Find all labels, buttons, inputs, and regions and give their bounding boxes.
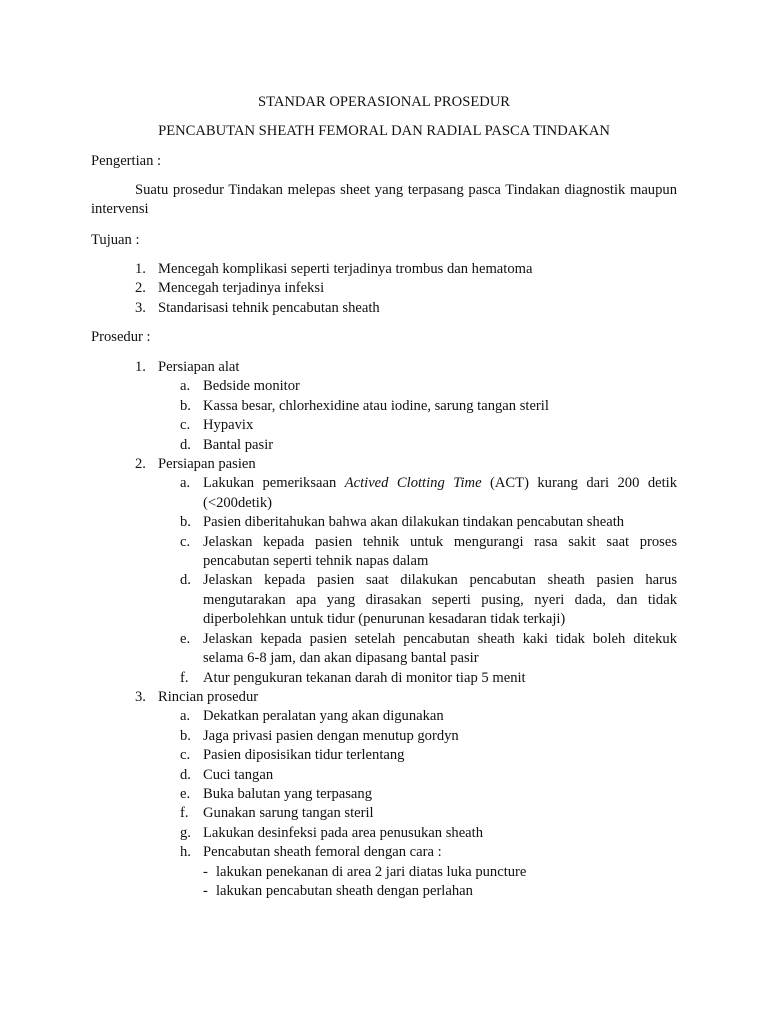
prosedur-list	[91, 358, 677, 901]
list-letter: f.	[180, 805, 189, 822]
list-letter: b.	[180, 514, 191, 531]
list-item	[158, 377, 677, 396]
list-item-text: Mencegah terjadinya infeksi	[158, 280, 325, 297]
dash-sub-list	[203, 863, 677, 902]
list-letter: b.	[180, 397, 191, 414]
list-item-text: Pencabutan sheath femoral dengan cara :	[203, 844, 442, 861]
list-letter: c.	[180, 533, 191, 550]
list-item	[158, 785, 677, 804]
sub-list	[158, 707, 677, 901]
list-item-text: Lakukan desinfeksi pada area penusukan sheath	[203, 824, 484, 841]
list-letter: f.	[180, 669, 189, 686]
list-number: 3.	[135, 299, 146, 316]
list-letter: e.	[180, 785, 191, 802]
dash-marker: -	[203, 863, 208, 880]
section-title: Rincian prosedur	[158, 688, 259, 705]
list-letter: a.	[180, 475, 191, 492]
list-item-text: Pasien diberitahukan bahwa akan dilakukan tindakan pencabutan sheath	[203, 514, 625, 531]
list-item	[158, 707, 677, 726]
sub-list	[158, 474, 677, 687]
list-letter: d.	[180, 766, 191, 783]
document-title: STANDAR OPERASIONAL PROSEDUR	[257, 94, 511, 110]
list-item-text: Jelaskan kepada pasien saat dilakukan pencabutan sheath pasien harus mengutarakan apa yang dirasakan seperti pusing, nyeri dada, dan tidak diperbolehkan untuk tidur (penurunan kesadaran tidak terkaji)	[203, 572, 677, 628]
italic-term: Actived Clotting Time	[344, 475, 482, 492]
list-number: 1.	[135, 359, 146, 375]
list-item	[158, 513, 677, 532]
list-item-text: Kassa besar, chlorhexidine atau iodine, sarung tangan steril	[203, 397, 549, 414]
list-number: 3.	[135, 688, 146, 705]
pengertian-heading: Pengertian :	[91, 153, 162, 169]
list-item	[158, 533, 677, 572]
prosedur-section-persiapan-alat	[91, 358, 677, 455]
list-number: 1.	[135, 261, 146, 277]
list-item	[158, 804, 677, 823]
list-letter: a.	[180, 378, 191, 395]
list-letter: c.	[180, 417, 191, 434]
list-item-text: Jelaskan kepada pasien setelah pencabutan sheath kaki tidak boleh ditekuk selama 6-8 jam, dan akan dipasang bantal pasir	[203, 630, 677, 667]
list-item-text-end: (ACT) kurang dari 200 detik (<200detik)	[203, 475, 677, 511]
list-item-text: Hypavix	[203, 417, 254, 434]
document-subtitle: PENCABUTAN SHEATH FEMORAL DAN RADIAL PASCA TINDAKAN	[158, 123, 610, 139]
list-item-text: Atur pengukuran tekanan darah di monitor tiap 5 menit	[203, 669, 526, 686]
list-item-text: Buka balutan yang terpasang	[203, 785, 372, 802]
tujuan-list	[91, 260, 677, 318]
list-item-text: Bantal pasir	[203, 436, 274, 453]
list-item	[158, 436, 677, 455]
list-item	[158, 474, 677, 513]
list-letter: e.	[180, 630, 191, 647]
list-number: 2.	[135, 456, 146, 473]
list-item	[91, 279, 677, 298]
list-item	[158, 746, 677, 765]
list-item	[158, 727, 677, 746]
list-letter: c.	[180, 747, 191, 764]
dash-marker: -	[203, 882, 208, 899]
list-item	[158, 843, 677, 901]
prosedur-section-persiapan-pasien	[91, 455, 677, 688]
list-item	[158, 571, 677, 629]
list-item	[158, 397, 677, 416]
list-item-text: Bedside monitor	[203, 378, 300, 395]
list-item-text: Pasien diposisikan tidur terlentang	[203, 747, 405, 764]
pengertian-paragraph: Suatu prosedur Tindakan melepas sheet yang terpasang pasca Tindakan diagnostik maupun intervensi	[91, 182, 677, 218]
list-item-text: lakukan pencabutan sheath dengan perlahan	[216, 882, 473, 899]
list-item	[91, 299, 677, 318]
list-letter: d.	[180, 572, 191, 589]
list-letter: a.	[180, 708, 191, 725]
list-letter: b.	[180, 727, 191, 744]
list-item-text: lakukan penekanan di area 2 jari diatas luka puncture	[216, 863, 527, 880]
prosedur-heading: Prosedur :	[91, 329, 151, 345]
list-item-text: Jaga privasi pasien dengan menutup gordyn	[203, 727, 459, 744]
list-item-text: Jelaskan kepada pasien tehnik untuk mengurangi rasa sakit saat proses pencabutan seperti tehnik napas dalam	[203, 533, 677, 570]
list-letter: g.	[180, 824, 191, 841]
prosedur-section-rincian-prosedur	[91, 688, 677, 901]
list-item	[91, 260, 677, 279]
section-title: Persiapan pasien	[158, 456, 256, 473]
list-item-text: Gunakan sarung tangan steril	[203, 805, 374, 822]
list-item	[158, 630, 677, 669]
section-title: Persiapan alat	[158, 359, 240, 375]
list-item	[158, 669, 677, 688]
list-item	[158, 824, 677, 843]
sub-list	[158, 377, 677, 455]
list-item	[158, 416, 677, 435]
list-item	[203, 863, 677, 882]
list-item-text: Standarisasi tehnik pencabutan sheath	[158, 299, 380, 316]
list-letter: h.	[180, 844, 191, 861]
tujuan-heading: Tujuan :	[91, 232, 140, 248]
list-item	[158, 766, 677, 785]
list-item-text: Dekatkan peralatan yang akan digunakan	[203, 708, 444, 725]
list-item-text-start: Lakukan pemeriksaan	[203, 475, 345, 492]
list-letter: d.	[180, 436, 191, 453]
list-number: 2.	[135, 280, 146, 297]
list-item	[203, 882, 677, 901]
list-item-text: Cuci tangan	[203, 766, 274, 783]
list-item-text: Mencegah komplikasi seperti terjadinya trombus dan hematoma	[158, 261, 533, 277]
